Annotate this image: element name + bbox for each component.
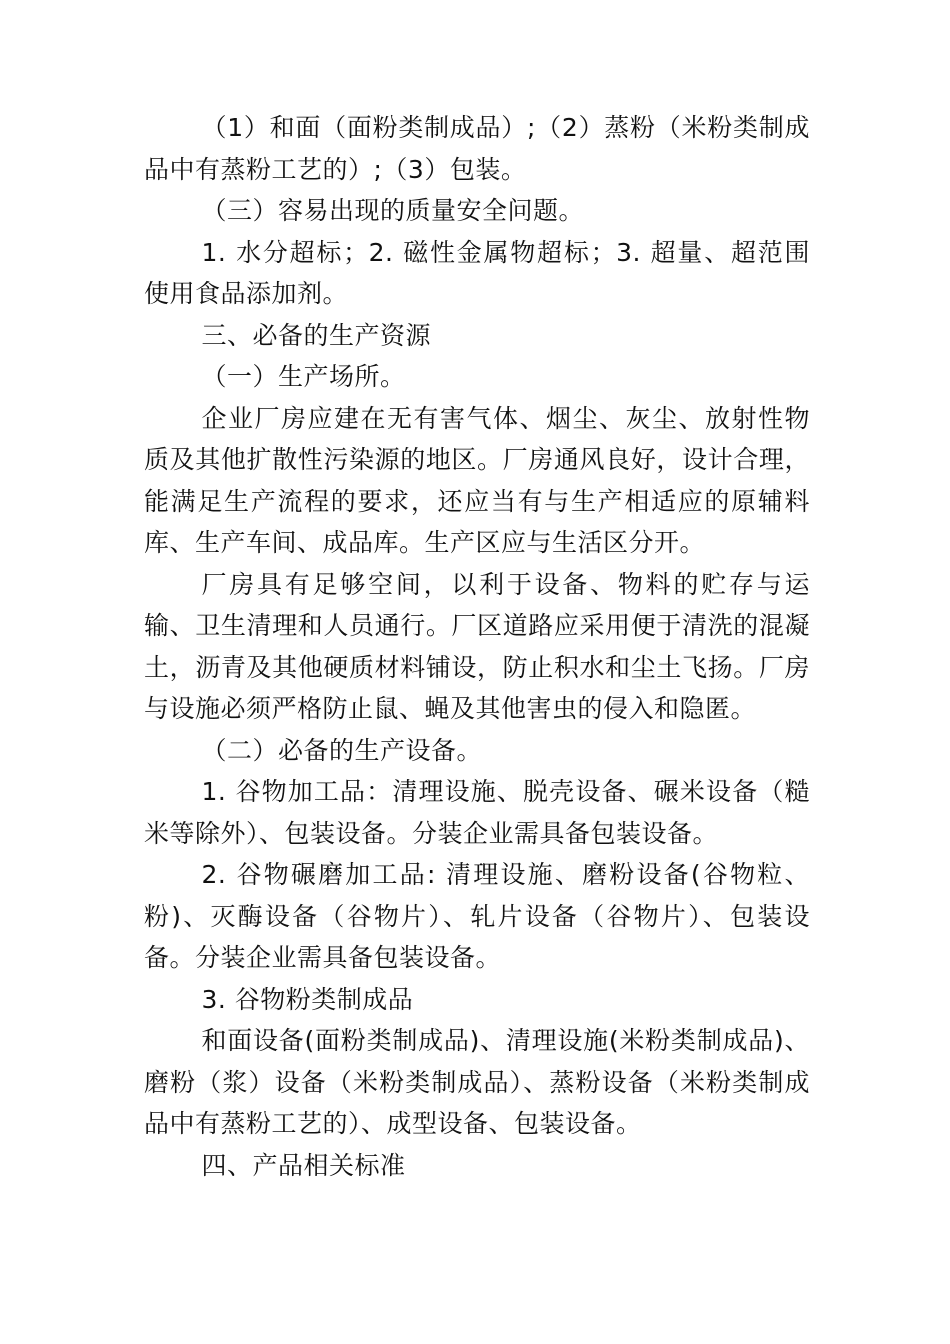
paragraph-equipment-flour-products: 和面设备(面粉类制成品)、清理设施(米粉类制成品)、磨粉（浆）设备（米粉类制成品）、蒸粉设备（米粉类制成品中有蒸粉工艺的）、成型设备、包装设备。 [144,1026,810,1138]
section-heading-standards: 四、产品相关标准 [201,1150,406,1180]
heading-production-site: （一）生产场所。 [201,362,406,391]
section-heading-resources: 三、必备的生产资源 [201,320,432,350]
paragraph-quality-issues: 1. 水分超标；2. 磁性金属物超标；3. 超量、超范围使用食品添加剂。 [144,237,810,308]
document-body [144,107,810,1186]
paragraph-production-steps: （1）和面（面粉类制成品）;（2）蒸粉（米粉类制成品中有蒸粉工艺的）;（3）包装。 [144,113,810,184]
subheading-flour-products: 3. 谷物粉类制成品 [201,984,414,1014]
paragraph-site-space: 厂房具有足够空间，以利于设备、物料的贮存与运输、卫生清理和人员通行。厂区道路应采用便于清洗的混凝土，沥青及其他硬质材料铺设，防止积水和尘土飞扬。厂房与设施必须严格防止鼠、蝇及其他害虫的侵入和隐匿。 [144,569,810,723]
paragraph-equipment-grain-products: 1. 谷物加工品：清理设施、脱壳设备、碾米设备（糙米等除外）、包装设备。分装企业需具备包装设备。 [144,777,810,848]
heading-equipment: （二）必备的生产设备。 [201,735,483,765]
heading-quality-issues: （三）容易出现的质量安全问题。 [201,196,585,225]
paragraph-equipment-milled-products: 2. 谷物碾磨加工品: 清理设施、磨粉设备(谷物粒、粉)、灭酶设备（谷物片）、轧片设备（谷物片）、包装设备。分装企业需具备包装设备。 [144,860,810,972]
paragraph-site-location: 企业厂房应建在无有害气体、烟尘、灰尘、放射性物质及其他扩散性污染源的地区。厂房通风良好，设计合理，能满足生产流程的要求，还应当有与生产相适应的原辅料库、生产车间、成品库。生产区应与生活区分开。 [144,403,810,557]
